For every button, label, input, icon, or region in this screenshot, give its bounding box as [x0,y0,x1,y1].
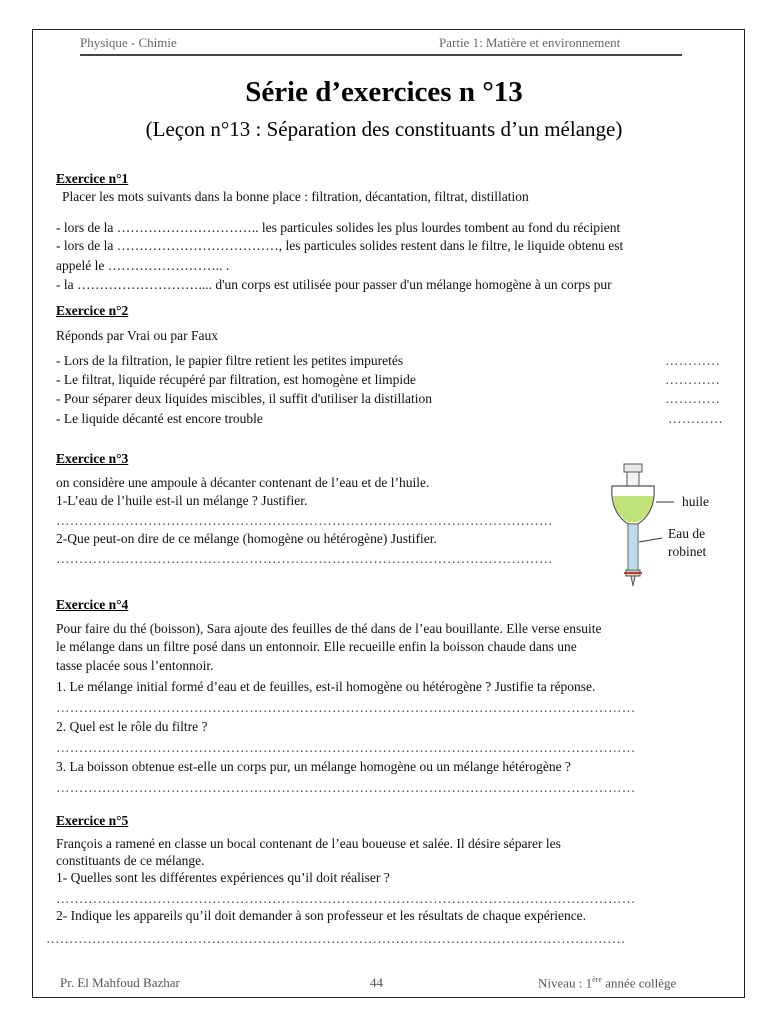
exercise-5-question-1: 1- Quelles sont les différentes expériences qu’il doit réaliser ? [56,870,390,885]
exercise-1-instruction: Placer les mots suivants dans la bonne place : filtration, décantation, filtrat, distillation [62,189,529,204]
footer-level-suffix: année collège [601,975,677,991]
figure-label-water: robinet [668,544,707,559]
separatory-funnel-drawing [600,462,730,592]
exercise-2-statement: - Le filtrat, liquide récupéré par filtration, est homogène et limpide [56,372,416,387]
exercise-5-question-2: 2- Indique les appareils qu’il doit demander à son professeur et les résultats de chaque expérience. [56,908,587,923]
footer-level-sup: ère [592,975,602,984]
header-subject: Physique - Chimie [80,35,177,50]
exercise-4-answer-line: ……………………………………………………………………………………………………………… [56,740,636,755]
exercise-2-statement: - Pour séparer deux liquides miscibles, il suffit d'utiliser la distillation [56,391,433,406]
exercise-4-answer-line: ……………………………………………………………………………………………………………… [56,700,636,715]
exercise-3-heading: Exercice n°3 [56,451,129,466]
exercise-3-question-1: 1-L’eau de l’huile est-il un mélange ? Justifier. [56,493,308,508]
header-rule [80,54,682,56]
oil-layer [613,496,653,522]
exercise-5-answer-line: ……………………………………………………………………………………………………………… [46,931,626,946]
header-part: Partie 1: Matière et environnement [439,35,621,50]
exercise-4-text: Pour faire du thé (boisson), Sara ajoute des feuilles de thé dans de l’eau bouillante. Elle verse ensuite [56,621,602,636]
water-pointer [639,538,662,542]
figure-label-water: Eau de [668,526,706,541]
exercise-4-answer-line: ……………………………………………………………………………………………………………… [56,780,636,795]
exercise-2-answer-blank: ………… [665,391,721,406]
exercise-4-text: tasse placée sous l’entonnoir. [56,658,214,673]
exercise-4-question-3: 3. La boisson obtenue est-elle un corps pur, un mélange homogène ou un mélange hétérogène ? [56,759,571,774]
footer-level-prefix: Niveau : 1 [538,975,593,991]
exercise-4-question-2: 2. Quel est le rôle du filtre ? [56,719,208,734]
exercise-3-answer-line: ……………………………………………………………………………………………… [56,513,553,528]
exercise-2-heading: Exercice n°2 [56,303,129,318]
exercise-2-statement: - Le liquide décanté est encore trouble [56,411,263,426]
funnel-neck [627,472,639,486]
page-title: Série d’exercices n °13 [245,76,523,108]
separatory-funnel-figure [600,462,730,592]
exercise-1-line: - la ……………………….... d'un corps est utilisée pour passer d'un mélange homogène à un corps pur [56,277,612,292]
exercise-3-question-2: 2-Que peut-on dire de ce mélange (homogène ou hétérogène) Justifier. [56,531,437,546]
page-subtitle: (Leçon n°13 : Séparation des constituants d’un mélange) [145,117,623,141]
exercise-1-heading: Exercice n°1 [56,171,129,186]
exercise-2-answer-blank: ………… [668,411,724,426]
footer-level [538,975,676,991]
footer-author: Pr. El Mahfoud Bazhar [60,975,180,990]
exercise-5-heading: Exercice n°5 [56,813,129,828]
figure-label-oil: huile [682,494,709,509]
exercise-2-answer-blank: ………… [665,372,721,387]
exercise-1-line: - lors de la ………………………….. les particules solides les plus lourdes tombent au fond du récipient [56,220,621,235]
water-layer [629,525,637,569]
exercise-2-instruction: Réponds par Vrai ou par Faux [56,328,219,343]
exercise-2-answer-blank: ………… [665,353,721,368]
exercise-4-text: le mélange dans un filtre posé dans un entonnoir. Elle recueille enfin la boisson chaude dans une [56,639,577,654]
exercise-2-statement: - Lors de la filtration, le papier filtre retient les petites impuretés [56,353,404,368]
footer-page-number: 44 [370,975,383,990]
exercise-3-answer-line: ……………………………………………………………………………………………… [56,551,553,566]
exercise-4-question-1: 1. Le mélange initial formé d’eau et de feuilles, est-il homogène ou hétérogène ? Justifie ta réponse. [56,679,596,694]
exercise-5-text: François a ramené en classe un bocal contenant de l’eau boueuse et salée. Il désire séparer les [56,836,561,851]
exercise-1-line: appelé le …………………….. . [56,258,230,273]
exercise-1-line: - lors de la ………………………………, les particules solides restent dans le filtre, le liquide obtenu est [56,238,624,253]
exercise-5-answer-line: ……………………………………………………………………………………………………………… [56,891,636,906]
funnel-stopper [624,464,642,472]
exercise-3-intro: on considère une ampoule à décanter contenant de l’eau et de l’huile. [56,475,430,490]
funnel-outlet [631,576,635,586]
exercise-4-heading: Exercice n°4 [56,597,129,612]
exercise-5-text: constituants de ce mélange. [56,853,205,868]
